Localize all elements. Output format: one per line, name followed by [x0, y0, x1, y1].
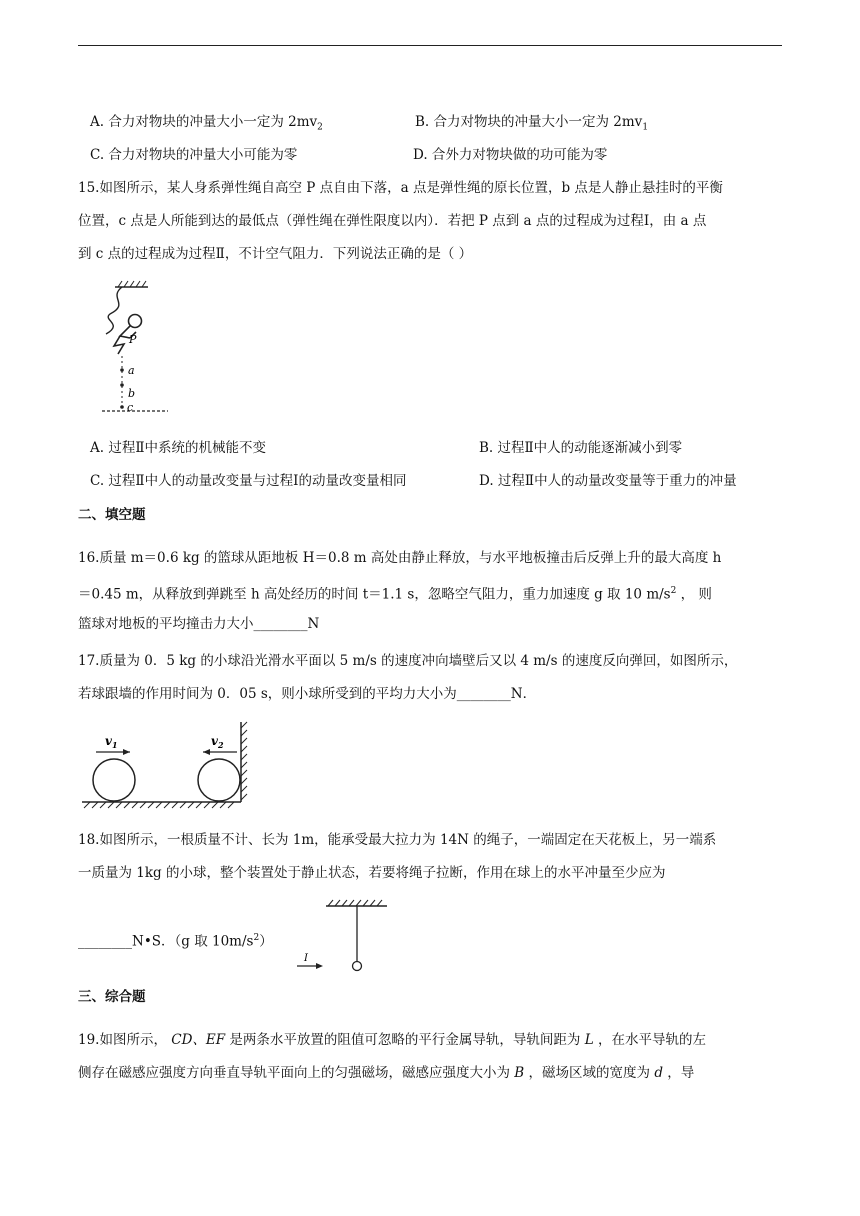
- q15-line-2: 位置，c 点是人所能到达的最低点（弹性绳在弹性限度以内）．若把 P 点到 a 点的过程成为过程Ⅰ，由 a 点: [78, 213, 707, 229]
- section-heading-comprehensive: 三、综合题: [78, 989, 146, 1005]
- q15-option-c: C. 过程Ⅱ中人的动量改变量与过程Ⅰ的动量改变量相同: [90, 473, 407, 489]
- label-v2: $v_2$: [211, 734, 224, 750]
- q15-option-b: B. 过程Ⅱ中人的动能逐渐减小到零: [479, 440, 683, 456]
- q16-line-1: 16.质量 m＝0.6 kg 的篮球从距地板 H＝0.8 m 高处由静止释放，与水平地板撞击后反弹上升的最大高度 h: [78, 550, 722, 566]
- q14-option-c: C. 合力对物块的冲量大小可能为零: [90, 147, 298, 163]
- q15-option-a: A. 过程Ⅱ中系统的机械能不变: [90, 440, 267, 456]
- label-v1: $v_1$: [105, 734, 118, 750]
- label-a: a: [128, 364, 135, 377]
- label-p: P: [129, 333, 137, 346]
- label-i: I: [304, 953, 308, 964]
- label-c: c: [127, 401, 134, 414]
- q19-line-1: 19.如图所示， CD、EF 是两条水平放置的阻值可忽略的平行金属导轨，导轨间距为 L ，在水平导轨的左: [78, 1032, 706, 1048]
- q17-line-1: 17.质量为 0．5 kg 的小球沿光滑水平面以 5 m/s 的速度冲向墙壁后又以 4 m/s 的速度反向弹回，如图所示，: [78, 653, 738, 669]
- q18-pendulum-figure: [295, 896, 395, 976]
- q17-ball-wall-figure: [78, 720, 258, 810]
- header-rule: [78, 45, 782, 46]
- q15-line-1: 15.如图所示，某人身系弹性绳自高空 P 点自由下落，a 点是弹性绳的原长位置，b 点是人静止悬挂时的平衡: [78, 180, 723, 196]
- q17-line-2: 若球跟墙的作用时间为 0．05 s，则小球所受到的平均力大小为________N．: [78, 686, 537, 702]
- q15-option-d: D. 过程Ⅱ中人的动量改变量等于重力的冲量: [479, 473, 737, 489]
- label-b: b: [128, 387, 136, 400]
- q19-line-2: 侧存在磁感应强度方向垂直导轨平面向上的匀强磁场，磁感应强度大小为 B ，磁场区域的宽度为 d ，导: [78, 1065, 695, 1081]
- q18-line-2: 一质量为 1kg 的小球，整个装置处于静止状态，若要将绳子拉断，作用在球上的水平冲量至少应为: [78, 865, 666, 881]
- q15-line-3: 到 c 点的过程成为过程Ⅱ，不计空气阻力．下列说法正确的是（ ）: [78, 246, 473, 262]
- q14-option-d: D. 合外力对物块做的功可能为零: [413, 147, 608, 163]
- q18-line-1: 18.如图所示，一根质量不计、长为 1m，能承受最大拉力为 14N 的绳子，一端固定在天花板上，另一端系: [78, 832, 717, 848]
- section-heading-fill-blank: 二、填空题: [78, 507, 146, 523]
- q14-option-b: B. 合力对物块的冲量大小一定为 $2mv_1$: [415, 114, 649, 133]
- q15-bungee-figure: [100, 280, 180, 415]
- q14-option-a: A. 合力对物块的冲量大小一定为 $2mv_2$: [90, 114, 323, 133]
- q18-line-3: ________N•S．（g 取 $10m/s^2$）: [78, 933, 273, 950]
- q16-line-2: ＝0.45 m，从释放到弹跳至 h 高处经历的时间 t＝1.1 s，忽略空气阻力，重力加速度 g 取 10 $m/s^2$ ， 则: [78, 586, 712, 603]
- q16-line-3: 篮球对地板的平均撞击力大小________N: [78, 616, 320, 632]
